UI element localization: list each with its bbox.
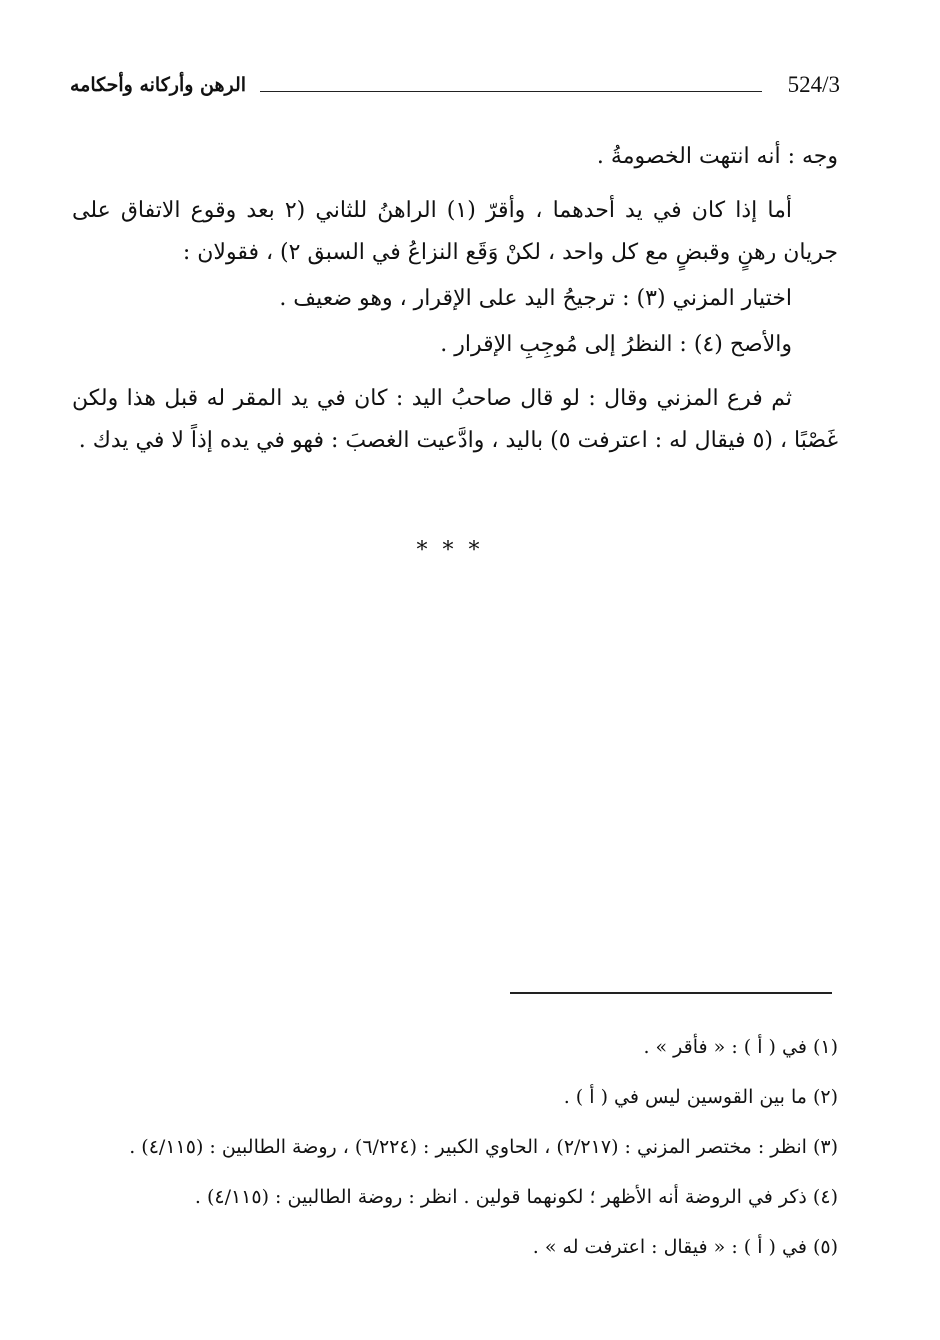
footnote-5: (٥) في ( أ ) : « فيقال : اعترفت له » . (532, 1236, 838, 1258)
footnote-2: (٢) ما بين القوسين ليس في ( أ ) . (563, 1086, 838, 1108)
paragraph-3: اختيار المزني (٣) : ترجيحُ اليد على الإقرار ، وهو ضعيف . (279, 286, 792, 311)
footnotes (72, 1022, 838, 1272)
footnote-rule (510, 992, 832, 994)
paragraph-5: ثم فرع المزني وقال : لو قال صاحبُ اليد : كان في يد المقر له قبل هذا ولكن غَصْبًا ، (٥ فيقال له : اعترفت ٥) باليد ، وادَّعيت الغصبَ : فهو في يده إذاً لا في يدك . (72, 386, 838, 453)
section-separator: * * * (416, 538, 484, 563)
paragraph-2: أما إذا كان في يد أحدهما ، وأقرّ (١) الراهنُ للثاني (٢ بعد وقوع الاتفاق على جريان رهنٍ وقبضٍ مع كل واحد ، لكنْ وَقَع النزاعُ في السبق ٢) ، فقولان : (72, 198, 838, 265)
running-title: الرهن وأركانه وأحكامه (70, 74, 247, 96)
main-text (72, 136, 838, 462)
page-number: 524/3 (787, 72, 840, 97)
page-header (70, 74, 840, 108)
footnote-3: (٣) انظر : مختصر المزني : (٢/٢١٧) ، الحاوي الكبير : (٦/٢٢٤) ، روضة الطالبين : (٤/١١٥) . (129, 1136, 838, 1158)
footnote-4: (٤) ذكر في الروضة أنه الأظهر ؛ لكونهما قولين . انظر : روضة الطالبين : (٤/١١٥) . (194, 1186, 838, 1208)
header-rule (260, 91, 762, 92)
paragraph-1: وجه : أنه انتهت الخصومةُ . (596, 144, 838, 169)
paragraph-4: والأصح (٤) : النظرُ إلى مُوجِبِ الإقرار . (440, 332, 792, 357)
footnote-1: (١) في ( أ ) : « فأقر » . (643, 1036, 838, 1058)
